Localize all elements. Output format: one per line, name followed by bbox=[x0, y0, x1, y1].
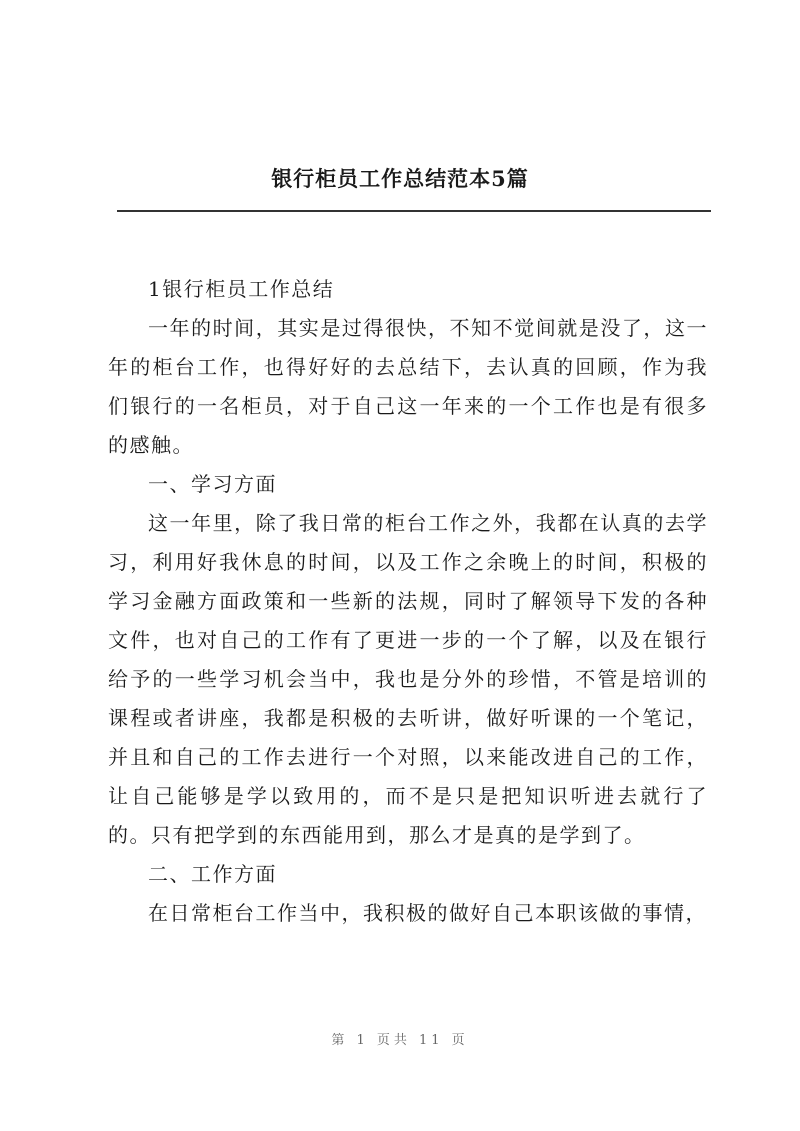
document-body bbox=[108, 270, 708, 933]
paragraph-study: 这一年里，除了我日常的柜台工作之外，我都在认真的去学习，利用好我休息的时间，以及工作之余晚上的时间，积极的学习金融方面政策和一些新的法规，同时了解领导下发的各种文件，也对自己的工作有了更进一步的一个了解，以及在银行给予的一些学习机会当中，我也是分外的珍惜，不管是培训的课程或者讲座，我都是积极的去听讲，做好听课的一个笔记，并且和自己的工作去进行一个对照，以来能改进自己的工作，让自己能够是学以致用的，而不是只是把知识听进去就行了的。只有把学到的东西能用到，那么才是真的是学到了。 bbox=[108, 511, 708, 847]
section-heading-study: 一、学习方面 bbox=[148, 472, 277, 496]
section-heading-work: 二、工作方面 bbox=[148, 862, 277, 886]
document-title: 银行柜员工作总结范本5篇 bbox=[271, 166, 529, 191]
section-heading-1: 1银行柜员工作总结 bbox=[148, 277, 335, 301]
paragraph-work: 在日常柜台工作当中，我积极的做好自己本职该做的事情， bbox=[148, 901, 707, 925]
title-divider bbox=[117, 210, 711, 212]
paragraph-intro: 一年的时间，其实是过得很快，不知不觉间就是没了，这一年的柜台工作，也得好好的去总结下，去认真的回顾，作为我们银行的一名柜员，对于自己这一年来的一个工作也是有很多的感触。 bbox=[108, 316, 708, 457]
page-number-footer: 第 1 页共 11 页 bbox=[331, 1033, 469, 1048]
